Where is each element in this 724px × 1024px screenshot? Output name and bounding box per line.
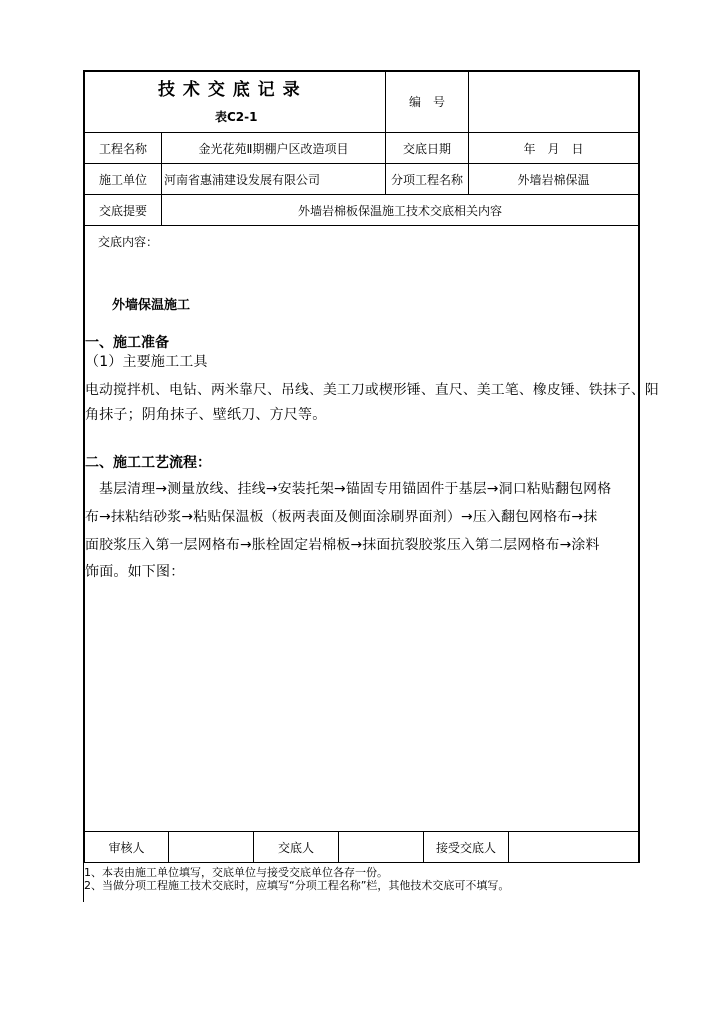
section2-line: 饰面。如下图： (85, 564, 185, 580)
receiver-label: 接受交底人 (435, 840, 496, 855)
footnote: 2、当做分项工程施工技术交底时，应填写“分项工程名称”栏，其他技术交底可不填写。 (84, 879, 510, 892)
section1-line: 电动搅拌机、电钻、两米靠尺、吊线、美工刀或楔形锤、直尺、美工笔、橡皮锤、铁抹子、阳 (85, 382, 659, 398)
form-title: 技 术 交 底 记 录 (158, 80, 301, 100)
content-heading: 外墙保温施工 (112, 298, 191, 313)
section2-line: 基层清理→测量放线、挂线→安装托架→锚固专用锚固件于基层→洞口粘贴翻包网格 (99, 481, 612, 497)
date-field[interactable]: 年 月 日 (523, 141, 584, 156)
subproject-label: 分项工程名称 (390, 172, 463, 187)
presenter-field[interactable] (339, 832, 423, 862)
section2-title: 二、施工工艺流程： (85, 455, 211, 471)
table-border-right (638, 70, 640, 863)
summary-field[interactable]: 外墙岩棉板保温施工技术交底相关内容 (297, 203, 502, 218)
section2-line: 面胶浆压入第一层网格布→胀栓固定岩棉板→抹面抗裂胶浆压入第二层网格布→涂料 (85, 537, 600, 553)
number-field[interactable] (469, 71, 638, 132)
row-divider (84, 225, 640, 226)
project-name-label: 工程名称 (98, 141, 147, 156)
section1-subtitle: （1）主要施工工具 (85, 354, 208, 370)
form-code: 表C2-1 (215, 110, 258, 124)
subproject-field[interactable]: 外墙岩棉保温 (517, 172, 590, 187)
section1-line: 角抹子；阴角抹子、壁纸刀、方尺等。 (85, 407, 327, 423)
reviewer-label: 审核人 (108, 840, 145, 855)
table-border-bottom (84, 862, 640, 863)
section1-title: 一、施工准备 (85, 335, 169, 351)
unit-field[interactable]: 河南省惠浦建设发展有限公司 (164, 172, 321, 187)
footnote: 1、本表由施工单位填写，交底单位与接受交底单位各存一份。 (84, 866, 388, 879)
summary-label: 交底提要 (98, 203, 147, 218)
project-name-field[interactable]: 金光花苑Ⅱ期棚户区改造项目 (198, 141, 349, 156)
section2-line: 布→抹粘结砂浆→粘贴保温板（板两表面及侧面涂刷界面剂）→压入翻包网格布→抹 (85, 509, 598, 525)
receiver-field[interactable] (509, 832, 638, 862)
number-label: 编 号 (408, 95, 445, 109)
reviewer-field[interactable] (169, 832, 253, 862)
date-label: 交底日期 (402, 141, 451, 156)
content-label: 交底内容： (98, 235, 159, 249)
unit-label: 施工单位 (98, 172, 147, 187)
presenter-label: 交底人 (277, 840, 314, 855)
